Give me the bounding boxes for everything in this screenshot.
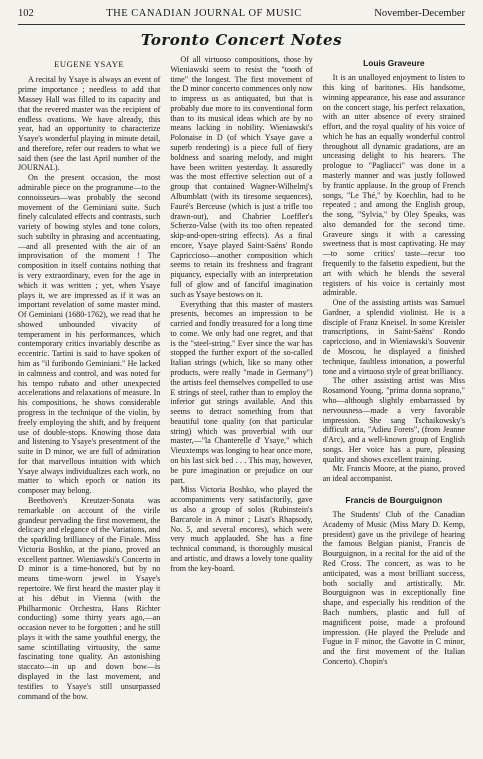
- text-columns: [18, 55, 465, 735]
- paragraph: Of all virtuoso compositions, those by Wieniawski seem to resist the "tooth of time" the longest. The first movement of the D minor concerto commences only now to impress us as antiquated, but that is probably due more to its conventional form than to its musical ideas which are by no means lacking in nobility. Wieniawski's Polonaise in D (of which Ysaye gave a superb rendering) is a piece full of fiery boldness and soaring melody, and might have been written yesterday. It assuredly was the most effective selection out of a group that contained Wagner-Wilhelmj's Albumblatt (with its tiresome sequences), Fauré's Berceuse (which is just a trifle too drawn-out), and Chabrier Loeffler's Scherzo-Valse (with its too often repeated skip-and-open-string effects). As a final encore, Ysaye played Saint-Saëns' Rondo Capriccioso—another composition which seems to retain its freshness and fragrant piquancy, especially with an interpretation full of glow and of fanciful imagination such as Ysaye bestows on it.: [170, 55, 313, 299]
- article-heading-bourguignon: Francis de Bourguignon: [345, 494, 443, 505]
- section-masthead: Toronto Concert Notes: [140, 31, 343, 49]
- column-3: [323, 55, 465, 735]
- paragraph: A recital by Ysaye is always an event of prime importance ; needless to add that Massey Hall was filled to its capacity and that the revered master was the recipient of endless ovations. We have already, this year, had an opportunity to characterize Ysaye's wonderful playing in minute detail, and therefore, refer our readers to what we said then (see the last April number of the JOURNAL).: [18, 75, 161, 173]
- paragraph: Mr. Francis Moore, at the piano, proved an ideal accompanist.: [322, 464, 465, 484]
- paragraph: Beethoven's Kreutzer-Sonata was remarkable on account of the virile grandeur pervading the first movement, the delicacy and elegance of the Variations, and the sparkling brilliancy of the Finale. Miss Victoria Boshko, at the piano, proved an excellent partner. Wieniawski's Concerto in D minor is a time-honored, but by no means time-worn jewel in Ysaye's repertoire. We first heard the master play it at his début in Vienna (with the Philharmonic Orchestra, Hans Richter conducting) some thirty years ago,—an occasion never to be forgotten ; and he still plays it with the same youthful energy, the same scintillating virtuosity, the same fascinating tone quality. An astonishing staccato—in up and down bow—is displayed in the last movement, and testifies to Ysaye's still unsurpassed command of the bow.: [18, 495, 161, 701]
- page-number: 102: [18, 8, 34, 19]
- issue-date: November-December: [374, 8, 465, 19]
- spacer: [323, 484, 465, 492]
- paragraph: The other assisting artist was Miss Rosamond Young, "prima donna soprano," who—although slightly embarrassed by nervousness—made a very favorable impression. She sang Tschaikowsky's difficult aria, "Adieu Forets", (from Jeanne d'Arc), and a well-known group of English songs. Her voice has a pure, pleasing quality and shows excellent training.: [322, 376, 465, 464]
- paragraph: One of the assisting artists was Samuel Gardner, a splendid violinist. He is a disciple of Franz Kneisel. In some Kreisler transcriptions, in Saint-Saëns' Rondo capriccioso, and in Wieniawski's Souvenir de Moscou, he displayed a finished technique, faultless intonation, a powerful tone and a virtuoso style of great brilliancy.: [322, 298, 465, 376]
- article-heading-graveure: Louis Graveure: [363, 58, 425, 68]
- running-header: [18, 8, 465, 25]
- paragraph: The Students' Club of the Canadian Academy of Music (Miss Mary D. Kemp, president) gave us the privilege of hearing the famous Belgian pianist, Francis de Bourguignon, in a recital for the aid of the Red Cross. The concert, as was to be anticipated, was a most brilliant success, both socially and artistically. Mr. Bourguignon was in exceptionally fine shape, and especially his rendition of the Bach numbers, plastic and full of magnificent poise, made a profound impression. (He played the Prelude and Fugue in F minor, the Gavotte in C minor, and the first movement of the Italian Concerto). Chopin's: [322, 510, 465, 666]
- column-2: [170, 55, 312, 735]
- paragraph: Miss Victoria Boshko, who played the accompaniments very satisfactorily, gave us also a group of solos (Rubinstein's Barcarole in A minor ; Liszt's Rhapsody, No. 5, and several encores), which were very much applauded. She has a fine technical command, is thoroughly musical and artistic, and draws a lovely tone quality from the key-board.: [170, 485, 313, 573]
- journal-title: THE CANADIAN JOURNAL OF MUSIC: [106, 8, 302, 19]
- column-1: [18, 55, 160, 735]
- paragraph: On the present occasion, the most admirable piece on the programme—to the connoisseurs—was probably the second movement of the Geminiani suite. Such finely calculated effects and contrasts, such variety of bowing styles and tone colors, such subtilty in phrasing and accentuating,—and all presented with the air of an improvisation of the moment ! The composition in itself contains nothing that is very extraordinary, even for the age in which it was written ; yet, when Ysaye plays it, we are impressed as if it was an important revelation of some master mind. Of Geminiani (1680-1762), we read that he showed unbounded vivacity of temperament in his performances, which contemporary critics invariably describe as eccentric. Tartini is said to have spoken of him as "il furibondo Geminiani." He lacked in calmness and control, and was noted for his tempo rubato and other unexpected accelerations and relaxations of measure. In his compositions, he shows considerable progress in the technique of the violin, by freely employing the shift, and by frequent use of double-stops. Knowing those data and listening to Ysaye's presentment of the suite in D minor, we are full of admiration for that marvellous intuition with which Ysaye always individualizes each work, no matter to which epoch or nation its composer may belong.: [18, 173, 161, 496]
- paragraph: It is an unalloyed enjoyment to listen to this king of baritones. His handsome, winning appearance, his ease and assurance on the concert stage, his perfect relaxation, with an utter absence of every strained effort, and the royal quality of his voice of which he has an equally wonderful control throughout all dynamic gradations, are an unceasing delight to his hearers. The prologue to "Pagliacci" was done in a masterly manner and was justly followed by frantic applause. In the group of French songs, "Le Thé," by Koechlin, had to be repeated ; and among the English group, the song, "Sylvia," by Oley Speaks, was also demanded for the second time. Graveure sings it with a caressing sweetness that is most captivating. He may—to some critics' taste—recur too frequently to the falsetto expedient, but the art with which he blends the several registers of his voice is certainly most admirable.: [322, 73, 465, 298]
- article-heading-ysaye: EUGENE YSAYE: [54, 59, 125, 69]
- paragraph: Everything that this master of masters presents, becomes an impression to be carried and fondly treasured for a long time to come. We only had one regret, and that is the "steel-string." Ever since the war has stopped the further export of the so-called Italian strings (which, like so many other products, were really "made in Germany") the artists feel themselves compelled to use E strings of steel, rather than to employ the inferior gut strings available. And this seems to detract something from that beautiful tone quality (on that particular string) which was proverbial with our master,—"la Chanterelle d' Ysaye," which Vieuxtemps was longing to hear once more, on his last sick bed . . . This may, however, be pure imagination or prejudice on our part.: [170, 299, 313, 485]
